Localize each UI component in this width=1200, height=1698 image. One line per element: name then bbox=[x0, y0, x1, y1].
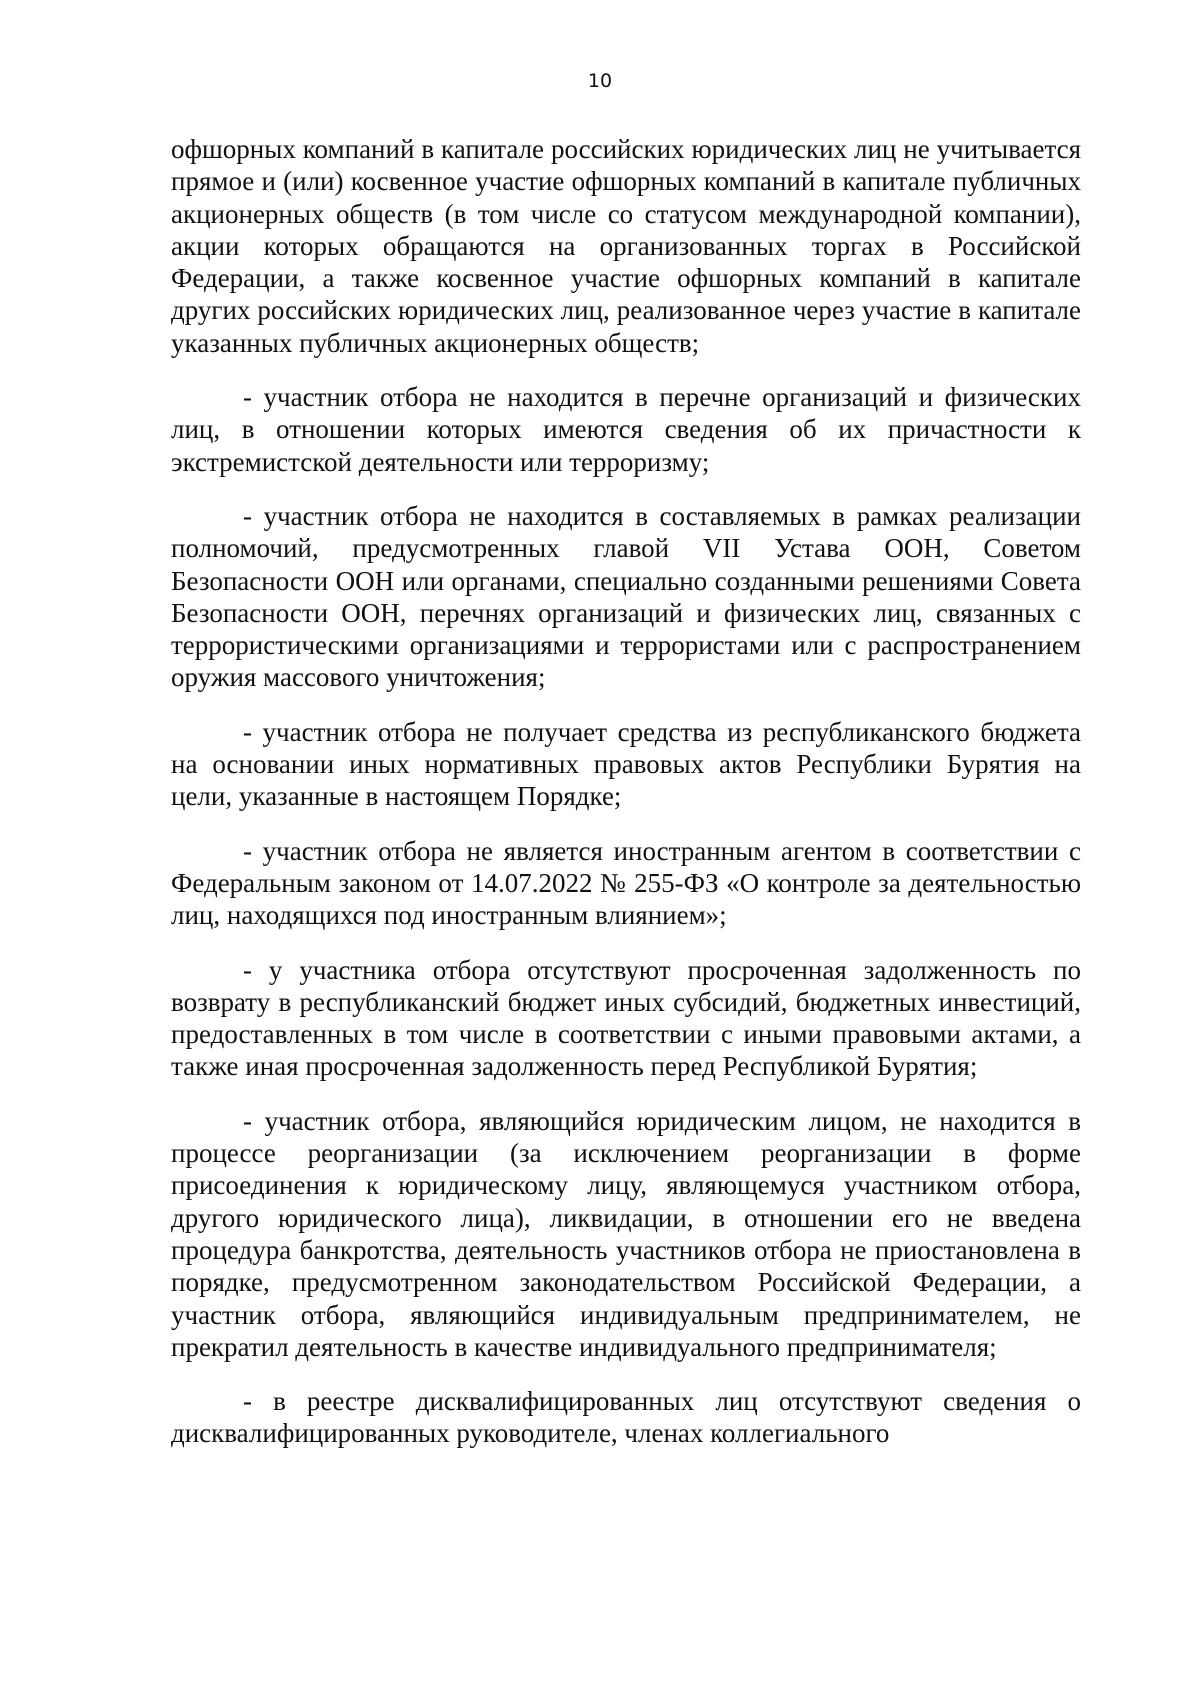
paragraph-overdue-debt: - у участника отбора отсутствуют просроченная задолженность по возврату в республиканский бюджет иных субсидий, бюджетных инвестиций, предоставленных в том числе в соответствии с иными правовыми актами, а также иная просроченная задолженность перед Республикой Бурятия; bbox=[171, 954, 1081, 1082]
paragraph-extremism-list: - участник отбора не находится в перечне организаций и физических лиц, в отношении которых имеются сведения об их причастности к экстремистской деятельности или терроризму; bbox=[171, 382, 1081, 477]
document-body bbox=[171, 133, 1081, 1472]
paragraph-offshore-companies: офшорных компаний в капитале российских юридических лиц не учитывается прямое и (или) косвенное участие офшорных компаний в капитале публичных акционерных обществ (в том числе со статусом международной компании), акции которых обращаются на организованных торгах в Российской Федерации, а также косвенное участие офшорных компаний в капитале других российских юридических лиц, реализованное через участие в капитале указанных публичных акционерных обществ; bbox=[171, 134, 1081, 358]
paragraph-un-security-council-list: - участник отбора не находится в составляемых в рамках реализации полномочий, предусмотренных главой VII Устава ООН, Советом Безопасности ООН или органами, специально созданными решениями Совета Безопасности ООН, перечнях организаций и физических лиц, связанных с террористическими организациями и террористами или с распространением оружия массового уничтожения; bbox=[171, 500, 1081, 693]
paragraph-foreign-agent: - участник отбора не является иностранным агентом в соответствии с Федеральным законом от 14.07.2022 № 255-ФЗ «О контроле за деятельностью лиц, находящихся под иностранным влиянием»; bbox=[171, 835, 1081, 931]
paragraph-reorganization-liquidation: - участник отбора, являющийся юридическим лицом, не находится в процессе реорганизации (за исключением реорганизации в форме присоединения к юридическому лицу, являющемуся участником отбора, другого юридического лица), ликвидации, в отношении его не введена процедура банкротства, деятельность участников отбора не приостановлена в порядке, предусмотренном законодательством Российской Федерации, а участник отбора, являющийся индивидуальным предпринимателем, не прекратил деятельность в качестве индивидуального предпринимателя; bbox=[171, 1105, 1081, 1362]
page-number: 10 bbox=[587, 70, 613, 92]
paragraph-disqualified-persons: - в реестре дисквалифицированных лиц отсутствуют сведения о дисквалифицированных руководителе, членах коллегиального bbox=[171, 1386, 1081, 1449]
paragraph-republican-budget-funds: - участник отбора не получает средства из республиканского бюджета на основании иных нормативных правовых актов Республики Бурятия на цели, указанные в настоящем Порядке; bbox=[171, 716, 1081, 812]
